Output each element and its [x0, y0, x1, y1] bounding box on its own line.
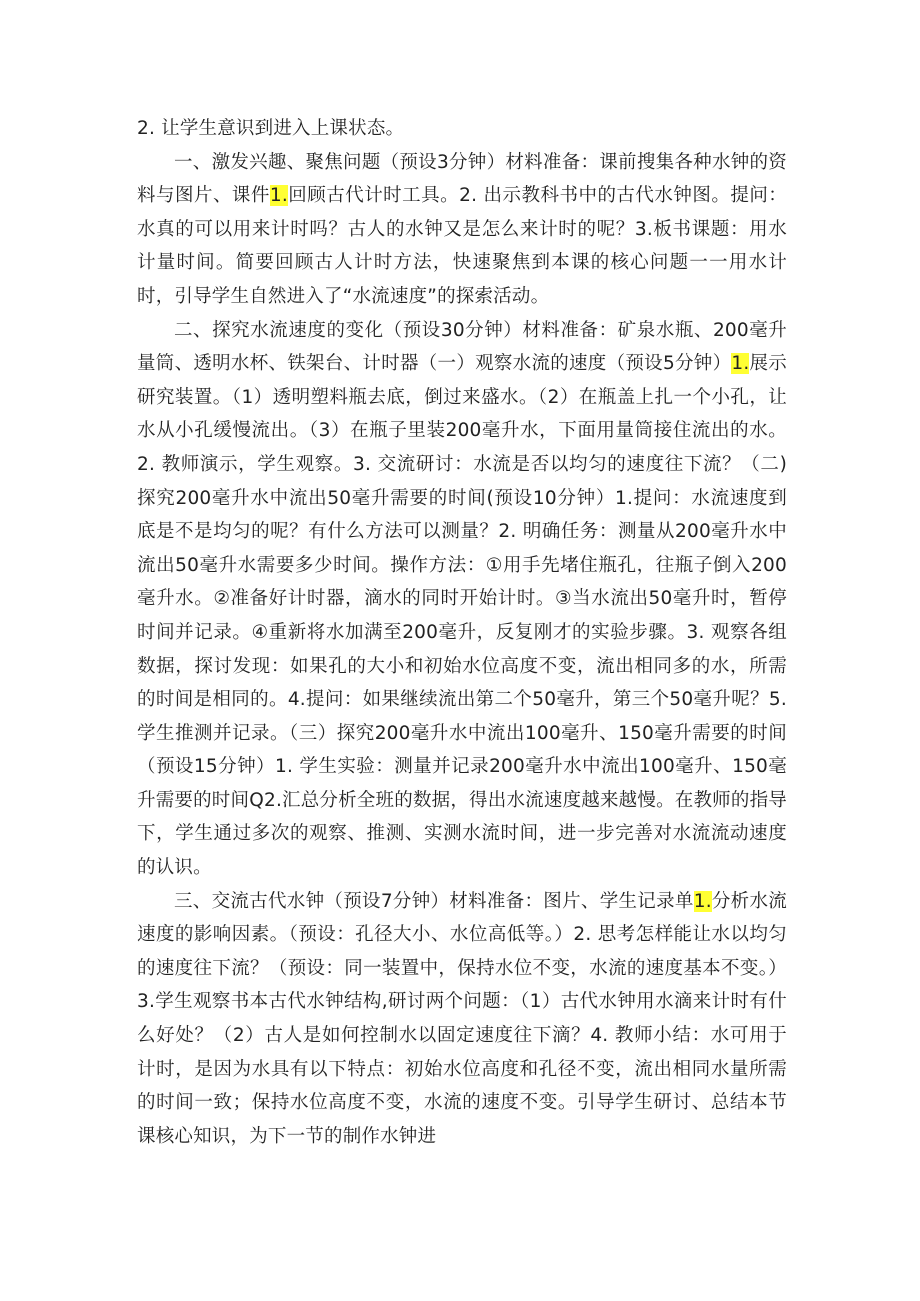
text-run: 一、激发兴趣、聚焦问题（预设3分钟）材料准备：课前搜集各种水钟的资料与图片、课件	[137, 151, 787, 207]
highlighted-number: 1.	[269, 185, 288, 207]
paragraph-section-two	[137, 314, 787, 885]
paragraph-section-one	[137, 146, 787, 314]
text-run: 2. 让学生意识到进入上课状态。	[137, 118, 405, 139]
text-run: 展示研究装置。（1）透明塑料瓶去底，倒过来盛水。（2）在瓶盖上扎一个小孔，让水从小孔缓慢流出。（3）在瓶子里装200毫升水，下面用量筒接住流出的水。2. 教师演示，学生观察。3. 交流研讨：水流是否以均匀的速度往下流？（二)探究200毫升水中流出50毫升需要的时间(预设10分钟）1.提问：水流速度到底是不是均匀的呢？有什么方法可以测量？2. 明确任务：测量从200毫升水中流出50毫升水需要多少时间。操作方法：①用手先堵住瓶孔，往瓶子倒入200毫升水。②准备好计时器，滴水的同时开始计时。③当水流出50毫升时，暂停时间并记录。④重新将水加满至200毫升，反复刚才的实验步骤。3. 观察各组数据，探讨发现：如果孔的大小和初始水位高度不变，流出相同多的水，所需的时间是相同的。4.提问：如果继续流出第二个50毫升，第三个50毫升呢？5. 学生推测并记录。（三）探究200毫升水中流出100毫升、150毫升需要的时间（预设15分钟）1. 学生实验：测量并记录200毫升水中流出100毫升、150毫升需要的时间Q2.汇总分析全班的数据，得出水流速度越来越慢。在教师的指导下，学生通过多次的观察、推测、实测水流时间，进一步完善对水流流动速度的认识。	[137, 353, 787, 879]
text-run: 回顾古代计时工具。2. 出示教科书中的古代水钟图。提问：水真的可以用来计时吗？古人的水钟又是怎么来计时的呢？3.板书课题：用水计量时间。简要回顾古人计时方法，快速聚焦到本课的核心问题一一用水计时，引导学生自然进入了“水流速度”的探索活动。	[137, 185, 788, 307]
paragraph-section-three	[137, 885, 787, 1154]
text-run: 二、探究水流速度的变化（预设30分钟）材料准备：矿泉水瓶、200毫升量筒、透明水杯、铁架台、计时器（一）观察水流的速度（预设5分钟）	[137, 319, 787, 375]
text-run: 三、交流古代水钟（预设7分钟）材料准备：图片、学生记录单	[174, 890, 694, 912]
paragraph-intro	[137, 112, 787, 146]
document-page	[137, 112, 787, 1153]
text-run: 分析水流速度的影响因素。（预设：孔径大小、水位高低等。）2. 思考怎样能让水以均匀的速度往下流？（预设：同一装置中，保持水位不变，水流的速度基本不变。）3.学生观察书本古代水钟结构,研讨两个问题：（1）古代水钟用水滴来计时有什么好处？（2）古人是如何控制水以固定速度往下滴？4. 教师小结：水可用于计时，是因为水具有以下特点：初始水位高度和孔径不变，流出相同水量所需的时间一致；保持水位高度不变，水流的速度不变。引导学生研讨、总结本节课核心知识，为下一节的制作水钟进	[137, 890, 787, 1147]
highlighted-number: 1.	[693, 890, 712, 912]
highlighted-number: 1.	[731, 353, 750, 375]
